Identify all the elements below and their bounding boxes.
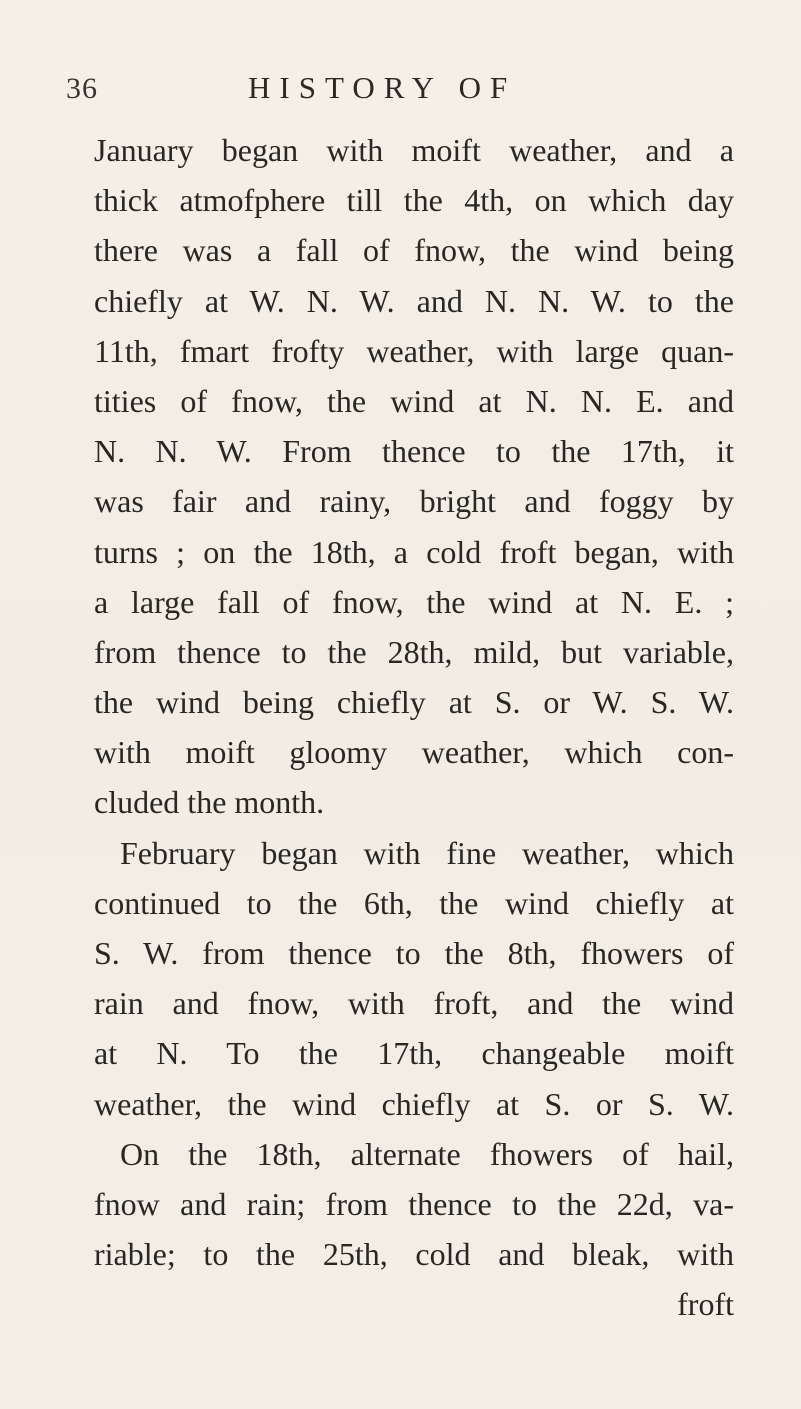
running-head: HISTORY OF (248, 70, 517, 105)
text-line: a large fall of fnow, the wind at N. E. ; (94, 583, 734, 620)
text-line: thick atmofphere till the 4th, on which day (94, 182, 734, 219)
text-line: was fair and rainy, bright and foggy by (94, 483, 734, 520)
text-line: with moift gloomy weather, which con- (94, 734, 734, 771)
paragraph-january (94, 125, 734, 828)
text-line: from thence to the 28th, mild, but variable, (94, 633, 734, 670)
catchword: froft (677, 1286, 734, 1323)
text-line: 11th, fmart frofty weather, with large quan- (94, 332, 734, 369)
text-line: weather, the wind chiefly at S. or S. W. (94, 1085, 734, 1122)
page-number: 36 (66, 72, 98, 105)
text-line: continued to the 6th, the wind chiefly at (94, 884, 734, 921)
text-line: S. W. from thence to the 8th, fhowers of (94, 935, 734, 971)
text-line: riable; to the 25th, cold and bleak, with (94, 1236, 734, 1273)
paragraph-february (94, 828, 734, 1280)
text-line: the wind being chiefly at S. or W. S. W. (94, 684, 734, 721)
text-line: at N. To the 17th, changeable moift (94, 1035, 734, 1072)
body-text (94, 125, 734, 1330)
text-line: tities of fnow, the wind at N. N. E. and (94, 382, 734, 419)
text-line: cluded the month. (94, 784, 325, 821)
text-line: January began with moift weather, and a (94, 132, 734, 168)
text-line: fnow and rain; from thence to the 22d, va- (94, 1185, 734, 1222)
text-line: there was a fall of fnow, the wind being (94, 232, 734, 269)
text-line: On the 18th, alternate fhowers of hail, (120, 1135, 734, 1172)
text-line: N. N. W. From thence to the 17th, it (94, 433, 734, 470)
text-line: turns ; on the 18th, a cold froft began, with (94, 533, 734, 570)
text-line: chiefly at W. N. W. and N. N. W. to the (94, 282, 734, 319)
page-header (0, 66, 801, 116)
text-line: rain and fnow, with froft, and the wind (94, 985, 734, 1022)
text-line: February began with fine weather, which (120, 834, 734, 871)
